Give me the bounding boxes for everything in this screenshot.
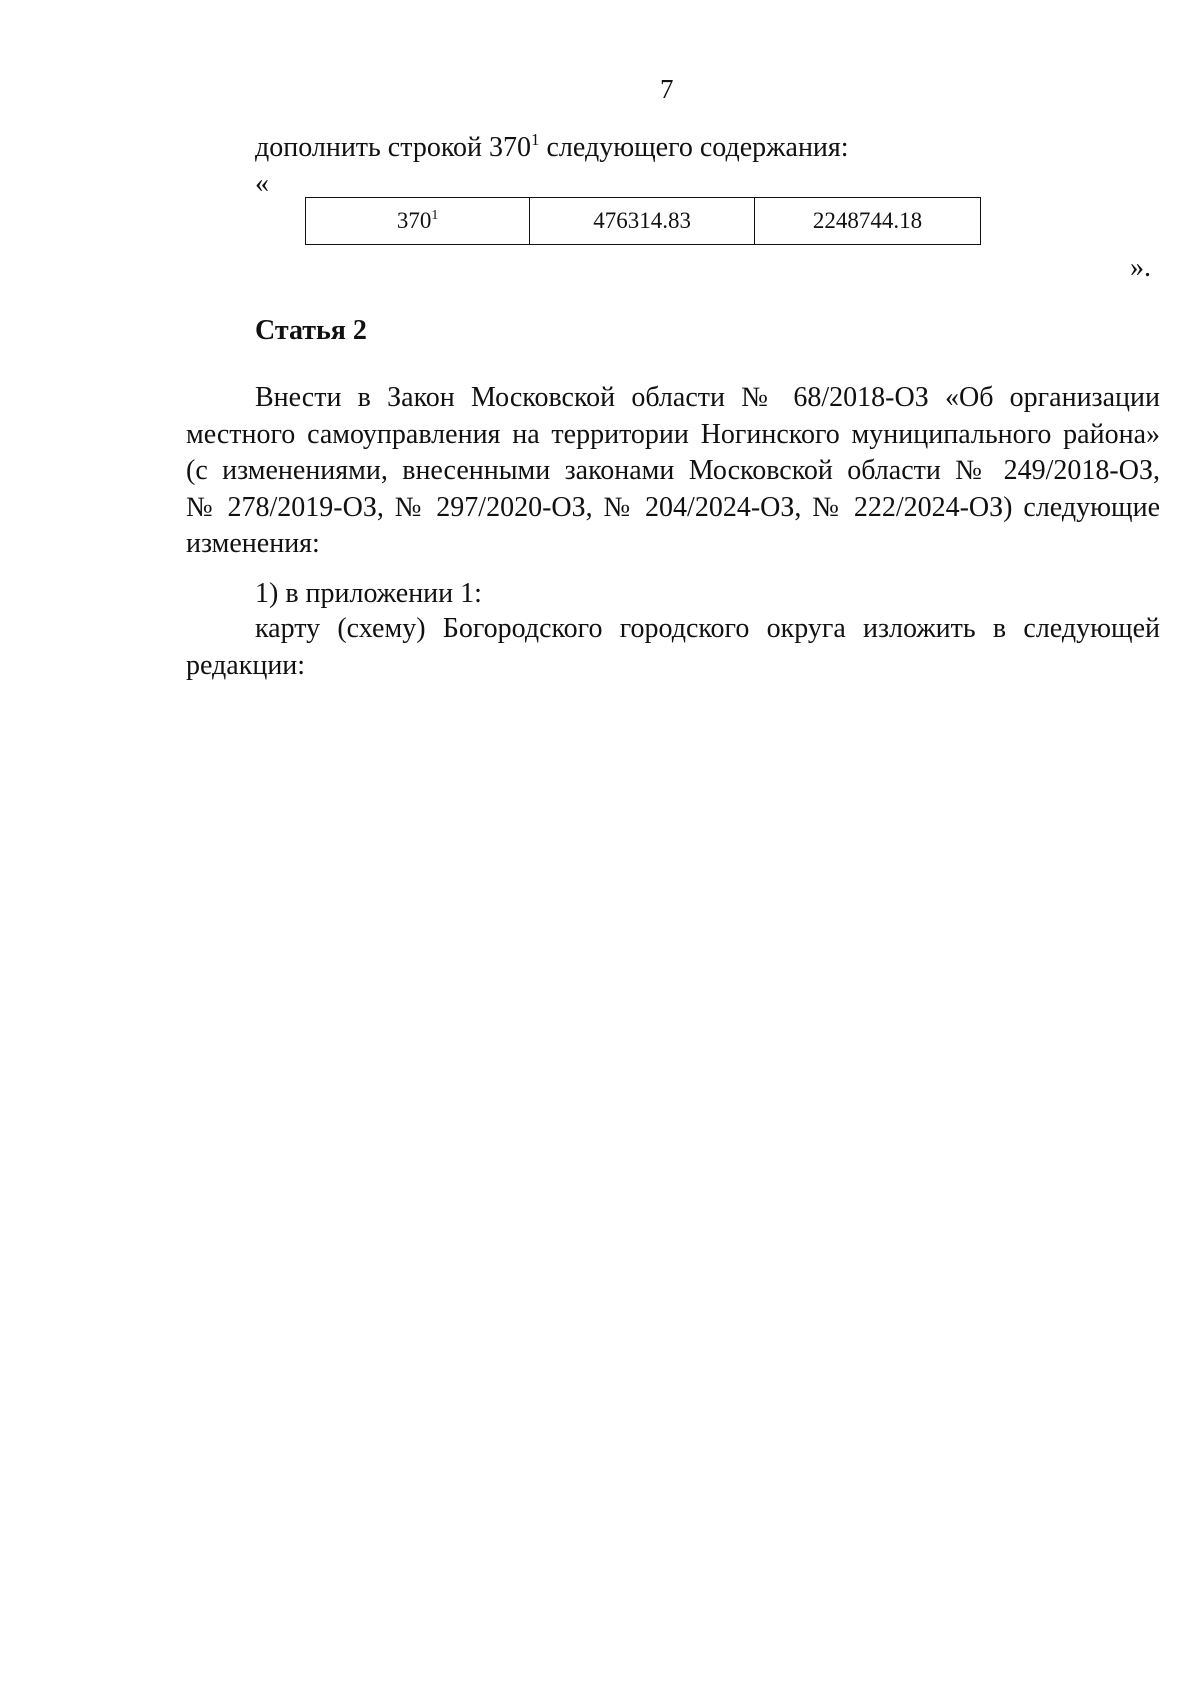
intro-superscript: 1 — [530, 130, 540, 149]
paragraph-line: Внести в Закон Московской области № 68/2018-ОЗ «Об организации — [255, 382, 1160, 413]
coordinates-table — [305, 197, 981, 245]
point-number: 370 — [396, 208, 432, 233]
article-paragraph — [186, 380, 1160, 563]
list-item-1: 1) в приложении 1: — [255, 578, 482, 609]
paragraph-line: № 278/2019-ОЗ, № 297/2020-ОЗ, № 204/2024-ОЗ, № 222/2024-ОЗ) следующие — [186, 491, 1160, 523]
paragraph-line: редакции: — [186, 649, 306, 681]
paragraph-line: карту (схему) Богородского городского округа изложить в следующей — [255, 613, 1160, 644]
open-quote: « — [255, 168, 269, 199]
paragraph-line: изменения: — [186, 528, 320, 559]
close-quote: ». — [1130, 252, 1151, 283]
page-number: 7 — [660, 74, 674, 104]
article-title: Статья 2 — [255, 315, 367, 346]
amendment-intro-line — [255, 132, 849, 164]
table-row — [306, 198, 981, 245]
intro-text-after: следующего содержания: — [539, 132, 849, 163]
x-coordinate-cell: 476314.83 — [530, 198, 755, 245]
map-replacement-paragraph — [186, 611, 1160, 684]
intro-text-before: дополнить строкой 370 — [255, 132, 531, 163]
point-number-superscript: 1 — [431, 208, 439, 223]
paragraph-line: местного самоуправления на территории Ногинского муниципального района» — [186, 418, 1160, 450]
y-coordinate-cell: 2248744.18 — [755, 198, 981, 245]
point-number-cell — [306, 198, 530, 245]
paragraph-line: (с изменениями, внесенными законами Московской области № 249/2018-ОЗ, — [186, 455, 1160, 486]
